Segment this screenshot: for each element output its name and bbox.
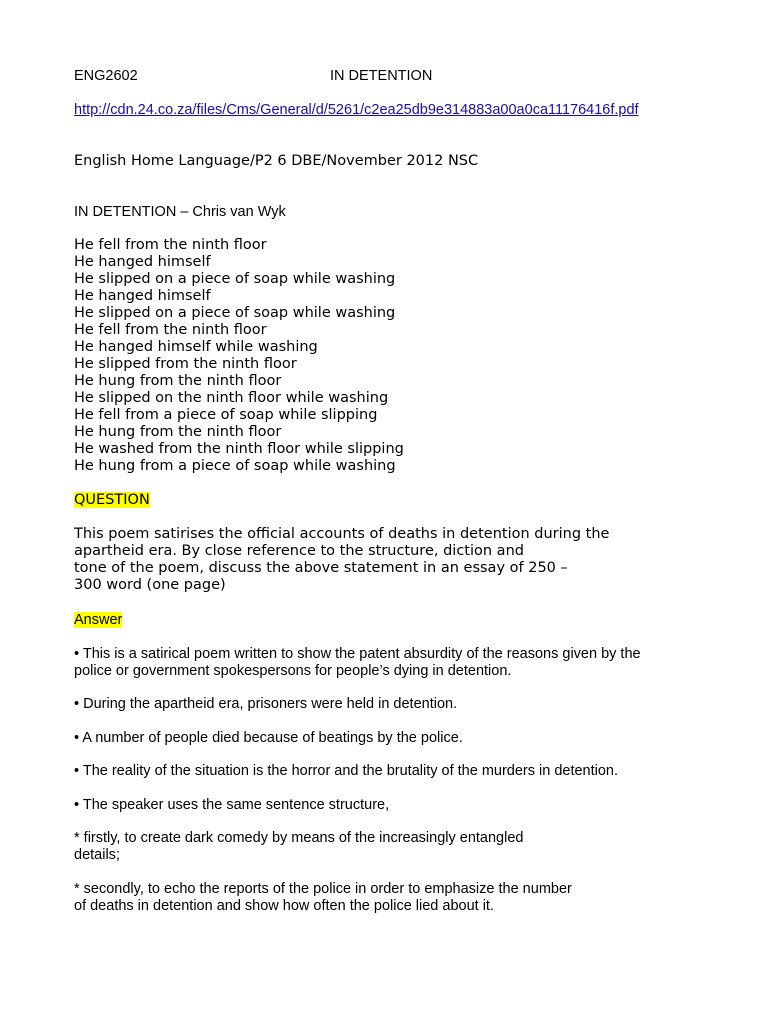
- question-label-line: [74, 492, 150, 509]
- poem-line: He hung from a piece of soap while washing: [74, 458, 396, 474]
- document-title: IN DETENTION: [330, 68, 433, 84]
- poem-line: He washed from the ninth floor while slipping: [74, 441, 404, 457]
- answer-point: * firstly, to create dark comedy by means of the increasingly entangled: [74, 830, 524, 846]
- poem-line: He slipped on the ninth floor while washing: [74, 390, 389, 406]
- poem-line: He slipped on a piece of soap while washing: [74, 271, 396, 287]
- poem-line: He hung from the ninth floor: [74, 424, 282, 440]
- answer-point: • The reality of the situation is the horror and the brutality of the murders in detention.: [74, 763, 619, 779]
- header-line: [74, 68, 138, 85]
- poem-line: He fell from a piece of soap while slipping: [74, 407, 378, 423]
- question-text-line: apartheid era. By close reference to the structure, diction and: [74, 543, 524, 559]
- poem-line: He hung from the ninth floor: [74, 373, 282, 389]
- question-label: QUESTION: [74, 492, 150, 508]
- answer-label: Answer: [74, 612, 123, 628]
- poem-line: He hanged himself: [74, 288, 211, 304]
- poem-heading: IN DETENTION – Chris van Wyk: [74, 204, 286, 220]
- poem-line: He slipped from the ninth floor: [74, 356, 297, 372]
- answer-point: • A number of people died because of beatings by the police.: [74, 730, 463, 746]
- answer-point: details;: [74, 847, 120, 863]
- answer-point: police or government spokespersons for people’s dying in detention.: [74, 663, 512, 679]
- source-line: English Home Language/P2 6 DBE/November 2012 NSC: [74, 153, 479, 169]
- source-link-line: [74, 102, 639, 119]
- poem-line: He fell from the ninth floor: [74, 322, 267, 338]
- answer-point: * secondly, to echo the reports of the police in order to emphasize the number: [74, 881, 572, 897]
- answer-point: • This is a satirical poem written to show the patent absurdity of the reasons given by the: [74, 646, 641, 662]
- answer-point: • The speaker uses the same sentence structure,: [74, 797, 390, 813]
- question-text-line: tone of the poem, discuss the above statement in an essay of 250 –: [74, 560, 568, 576]
- question-text-line: 300 word (one page): [74, 577, 226, 593]
- answer-point: • During the apartheid era, prisoners were held in detention.: [74, 696, 458, 712]
- poem-line: He hanged himself while washing: [74, 339, 318, 355]
- poem-line: He slipped on a piece of soap while washing: [74, 305, 396, 321]
- source-link[interactable]: http://cdn.24.co.za/files/Cms/General/d/5261/c2ea25db9e314883a00a0ca11176416f.pdf: [74, 102, 639, 118]
- question-text-line: This poem satirises the official accounts of deaths in detention during the: [74, 526, 610, 542]
- course-code: ENG2602: [74, 68, 138, 84]
- answer-point: of deaths in detention and show how often the police lied about it.: [74, 898, 494, 914]
- poem-line: He hanged himself: [74, 254, 211, 270]
- answer-label-line: [74, 612, 122, 629]
- poem-line: He fell from the ninth floor: [74, 237, 267, 253]
